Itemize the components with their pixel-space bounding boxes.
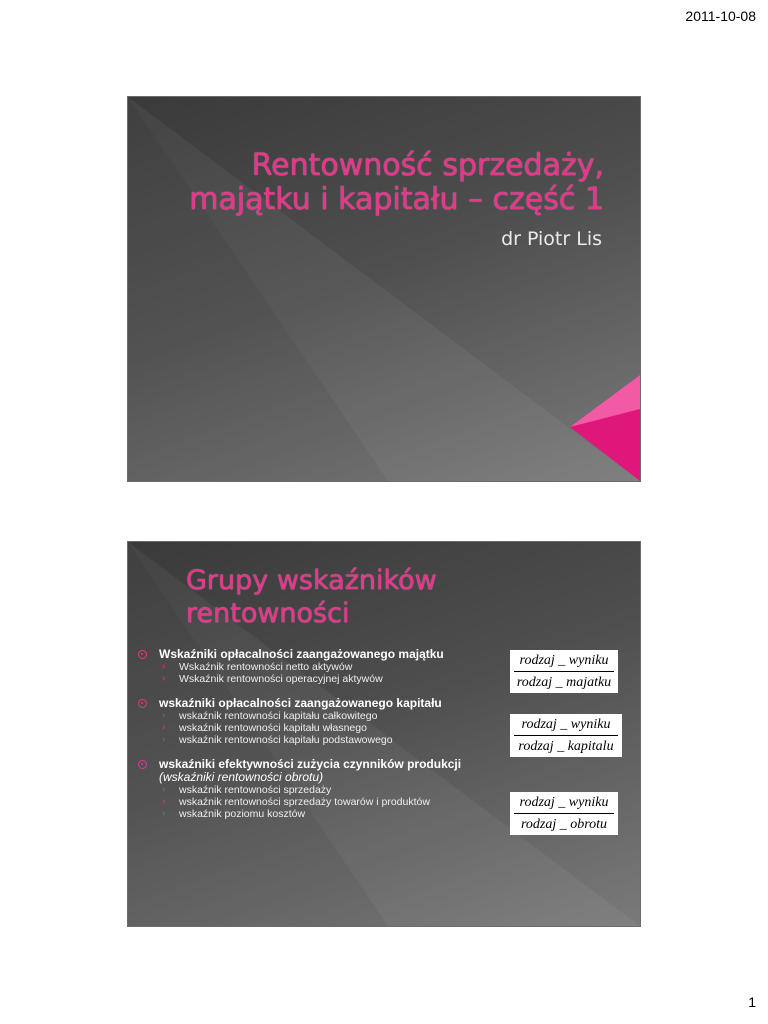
chevron-right-icon: › <box>162 734 166 745</box>
chevron-right-icon: › <box>162 722 166 733</box>
formula-capital <box>510 714 622 757</box>
group-heading: wskaźniki opłacalności zaangażowanego kapitału <box>159 696 442 710</box>
formula-numerator: rodzaj _ wyniku <box>521 717 611 732</box>
list-item: › wskaźnik rentowności kapitału podstawowego <box>162 734 393 746</box>
chevron-right-icon: › <box>162 796 166 807</box>
fraction-bar <box>514 735 618 736</box>
formula-numerator: rodzaj _ wyniku <box>519 653 609 668</box>
chevron-right-icon: › <box>162 661 166 672</box>
group-production <box>138 758 498 820</box>
group-items <box>138 661 498 685</box>
slide-title: Rentowność sprzedaży, majątku i kapitału – część 1 <box>189 148 604 217</box>
group-assets <box>138 648 498 685</box>
list-item: › wskaźnik rentowności sprzedaży <box>162 784 332 796</box>
slide-subtitle: dr Piotr Lis <box>501 228 602 250</box>
indicator-groups <box>138 648 498 832</box>
formula-numerator: rodzaj _ wyniku <box>519 795 609 810</box>
list-item: › wskaźnik rentowności sprzedaży towarów i produktów <box>162 796 430 808</box>
list-item: › wskaźnik rentowności kapitału całkowitego <box>162 710 378 722</box>
slide-title: Grupy wskaźników rentowności <box>186 565 437 629</box>
fraction-bar <box>514 671 614 672</box>
formula-denominator: rodzaj _ obrotu <box>520 817 608 832</box>
formula-turnover <box>510 792 618 835</box>
list-item: › wskaźnik rentowności kapitału własnego <box>162 722 367 734</box>
list-item: › Wskaźnik rentowności operacyjnej aktywów <box>162 673 383 685</box>
group-heading: Wskaźniki opłacalności zaangażowanego majątku <box>159 647 444 661</box>
circle-bullet-icon <box>138 760 147 769</box>
circle-bullet-icon <box>138 650 147 659</box>
chevron-right-icon: › <box>162 673 166 684</box>
list-item: › Wskaźnik rentowności netto aktywów <box>162 661 353 673</box>
chevron-right-icon: › <box>162 710 166 721</box>
group-heading-note: (wskaźniki rentowności obrotu) <box>159 770 324 784</box>
formula-assets <box>510 650 618 693</box>
page-date: 2011-10-08 <box>685 8 756 24</box>
list-item: › wskaźnik poziomu kosztów <box>162 808 306 820</box>
group-items <box>138 784 498 820</box>
content-slide <box>128 542 640 926</box>
circle-bullet-icon <box>138 699 147 708</box>
chevron-right-icon: › <box>162 784 166 795</box>
chevron-right-icon: › <box>162 808 166 819</box>
page-number: 1 <box>748 994 756 1010</box>
group-heading: wskaźniki efektywności zużycia czynników produkcji (wskaźniki rentowności obrotu) <box>159 757 462 784</box>
formula-denominator: rodzaj _ majatku <box>516 675 612 690</box>
group-items <box>138 710 498 746</box>
fraction-bar <box>514 813 614 814</box>
formula-denominator: rodzaj _ kapitalu <box>518 739 614 754</box>
group-capital <box>138 697 498 746</box>
title-slide <box>128 97 640 481</box>
